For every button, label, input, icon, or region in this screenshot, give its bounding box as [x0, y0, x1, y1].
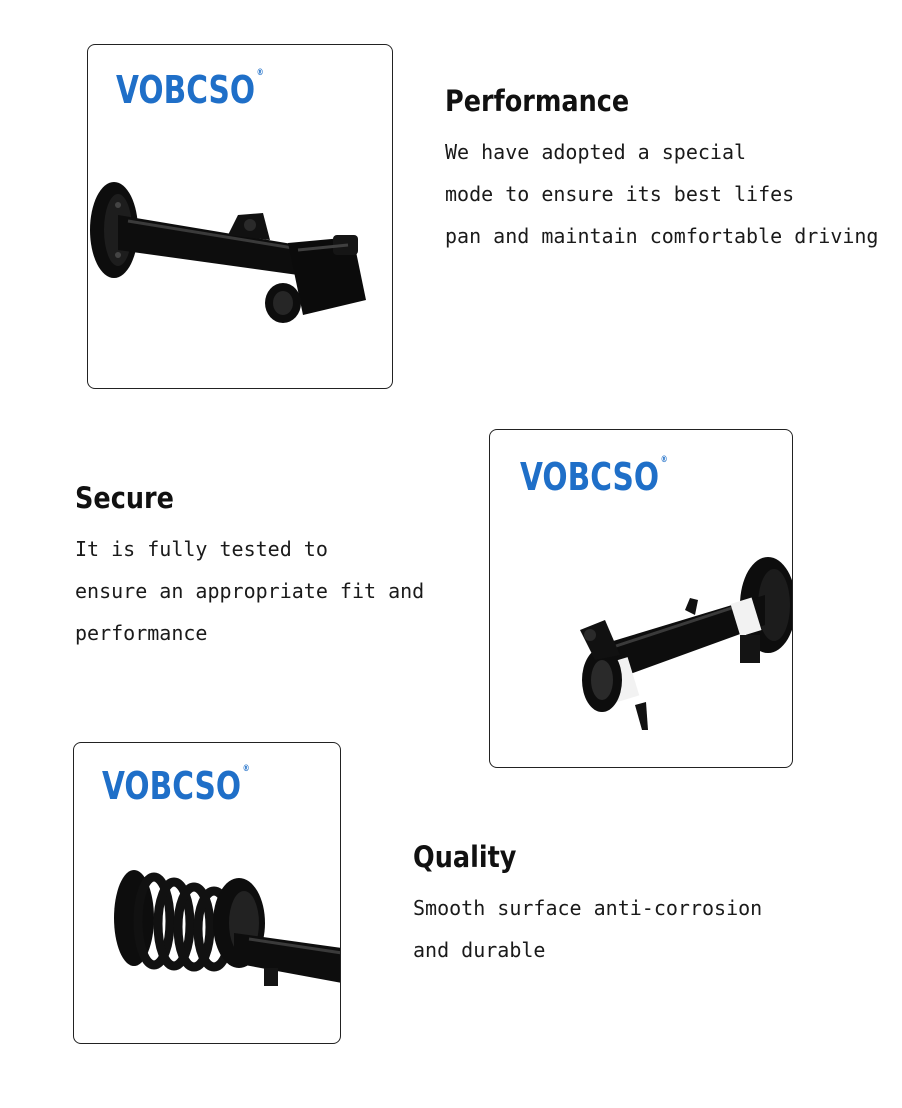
coilover-image: [74, 743, 341, 1044]
text-line: and durable: [413, 938, 546, 962]
text-line: ensure an appropriate fit and: [75, 579, 425, 603]
product-image-card-quality: [73, 742, 341, 1044]
text-line: We have adopted a special: [445, 140, 747, 164]
product-image-card-secure: [489, 429, 793, 768]
shock-absorber-image: [88, 45, 393, 389]
text-line: pan and maintain comfortable driving: [445, 224, 879, 248]
text-line: performance: [75, 621, 208, 645]
text-line: Smooth surface anti-corrosion: [413, 896, 763, 920]
product-image-card-performance: [87, 44, 393, 389]
section-text-quality: [413, 887, 762, 971]
brand-logo-text: VOBCSO: [102, 764, 242, 808]
section-title-quality: Quality: [413, 840, 517, 874]
shock-absorber-image: [490, 430, 793, 768]
section-title-performance: Performance: [445, 84, 630, 118]
text-line: mode to ensure its best lifes: [445, 182, 795, 206]
text-line: It is fully tested to: [75, 537, 328, 561]
registered-mark: ®: [256, 68, 264, 78]
brand-logo-text: VOBCSO: [116, 68, 256, 112]
brand-logo-text: VOBCSO: [520, 455, 660, 499]
registered-mark: ®: [242, 764, 250, 774]
registered-mark: ®: [660, 455, 668, 465]
section-text-secure: [75, 528, 424, 654]
section-text-performance: [445, 131, 878, 257]
section-title-secure: Secure: [75, 481, 174, 515]
